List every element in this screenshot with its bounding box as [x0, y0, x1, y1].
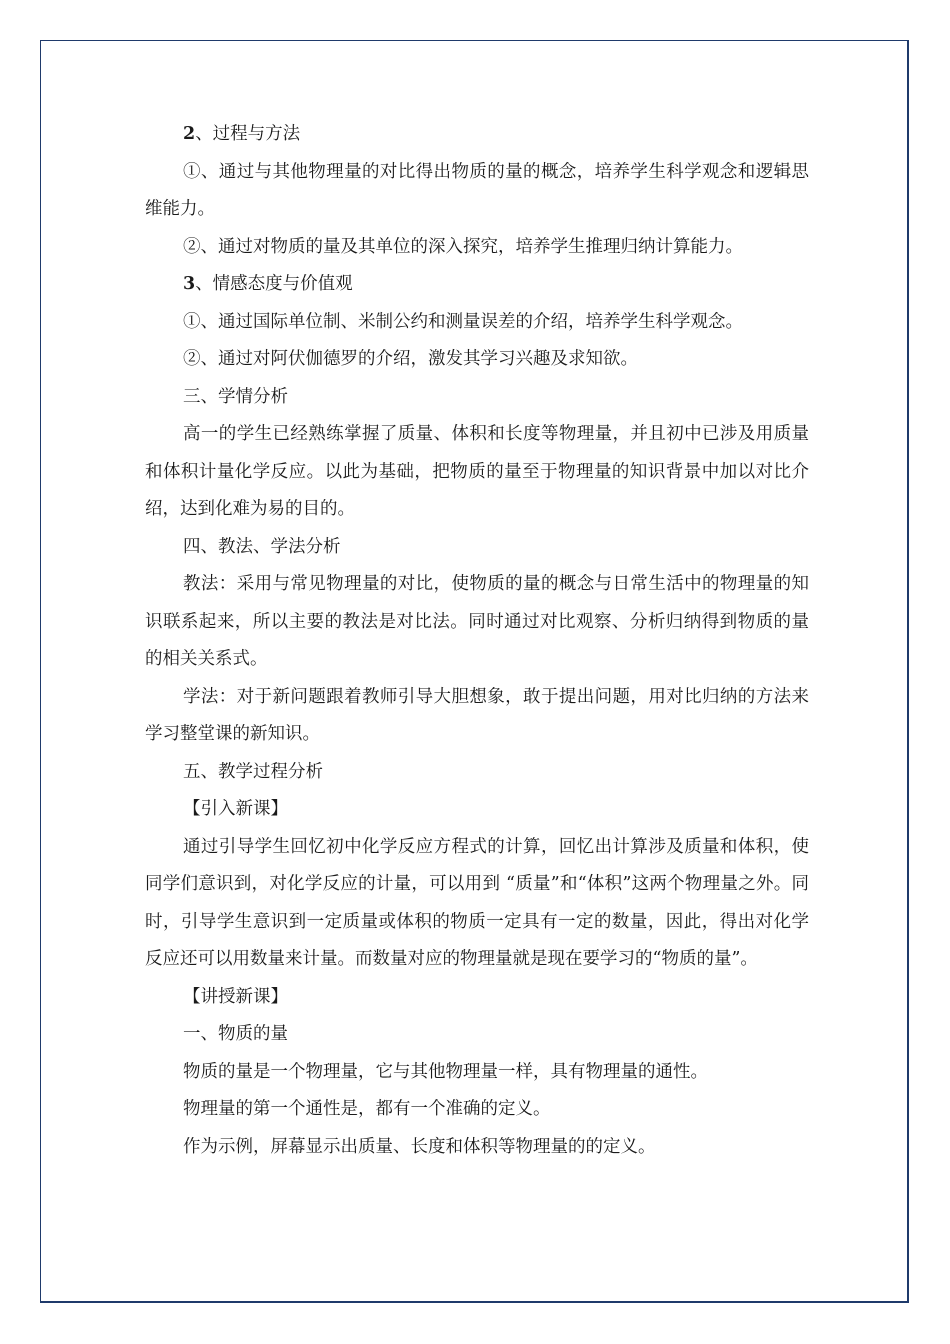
paragraph: 学法：对于新问题跟着教师引导大胆想象，敢于提出问题，用对比归纳的方法来学习整堂课的新知识。: [145, 686, 809, 744]
paragraph: ①、通过国际单位制、米制公约和测量误差的介绍，培养学生科学观念。: [183, 311, 743, 332]
section-title: 一、物质的量: [183, 1024, 288, 1044]
paragraph: 高一的学生已经熟练掌握了质量、体积和长度等物理量，并且初中已涉及用质量和体积计量化学反应。以此为基础，把物质的量至于物理量的知识背景中加以对比介绍，达到化难为易的目的。: [145, 424, 809, 519]
paragraph: ①、通过与其他物理量的对比得出物质的量的概念，培养学生科学观念和逻辑思维能力。: [145, 161, 809, 219]
paragraph: 物质的量是一个物理量，它与其他物理量一样，具有物理量的通性。: [183, 1061, 708, 1082]
subsection-tag: 【讲授新课】: [183, 986, 288, 1007]
heading-number: 3: [183, 274, 196, 294]
paragraph: 物理量的第一个通性是，都有一个准确的定义。: [183, 1099, 551, 1119]
section-title: 四、教法、学法分析: [183, 536, 341, 557]
paragraph: 教法：采用与常见物理量的对比，使物质的量的概念与日常生活中的物理量的知识联系起来，所以主要的教法是对比法。同时通过对比观察、分析归纳得到物质的量的相关关系式。: [145, 574, 809, 669]
paragraph: 通过引导学生回忆初中化学反应方程式的计算，回忆出计算涉及质量和体积，使同学们意识到，对化学反应的计量，可以用到 “质量”和“体积”这两个物理量之外。同时，引导学生意识到一定质量或体积的物质一定具有一定的数量，因此，得出对化学反应还可以用数量来计量。而数量对应的物理量就是现在要学习的“物质的量”。: [145, 836, 809, 969]
subsection-tag: 【引入新课】: [183, 799, 288, 819]
heading-emotion-values: [145, 266, 809, 304]
heading-text: 、过程与方法: [195, 124, 301, 144]
section-title: 五、教学过程分析: [183, 761, 323, 782]
heading-process-method: [145, 116, 809, 154]
paragraph: ②、通过对物质的量及其单位的深入探究，培养学生推理归纳计算能力。: [183, 236, 743, 257]
paragraph: 作为示例，屏幕显示出质量、长度和体积等物理量的的定义。: [183, 1136, 656, 1157]
heading-number: 2: [183, 124, 196, 144]
heading-text: 、情感态度与价值观: [195, 274, 353, 294]
section-title: 三、学情分析: [183, 386, 288, 407]
paragraph: ②、通过对阿伏伽德罗的介绍，激发其学习兴趣及求知欲。: [183, 349, 638, 369]
document-body: [145, 116, 809, 1166]
